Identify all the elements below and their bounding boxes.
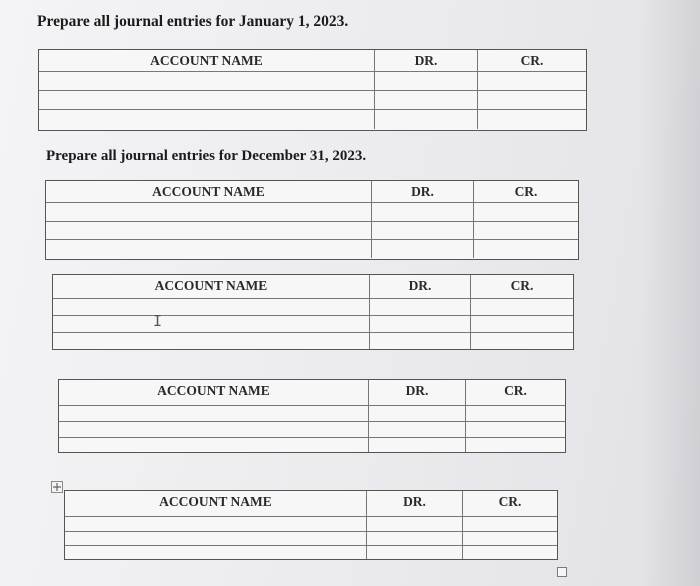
credit-input[interactable]: [463, 532, 557, 545]
debit-input[interactable]: [370, 299, 471, 315]
table-header-row: [59, 380, 565, 406]
header-account: ACCOUNT NAME: [53, 275, 370, 298]
debit-input[interactable]: [367, 517, 463, 531]
table-row: [46, 240, 578, 258]
header-account: ACCOUNT NAME: [65, 491, 367, 516]
heading-dec: Prepare all journal entries for December 31, 2023.: [46, 148, 367, 164]
header-debit: DR.: [369, 380, 466, 405]
credit-input[interactable]: [478, 91, 586, 109]
account-input[interactable]: [65, 532, 367, 545]
table-row: [59, 422, 565, 438]
table-row: [39, 110, 586, 129]
table-header-row: [53, 275, 573, 299]
header-account: ACCOUNT NAME: [39, 50, 375, 71]
credit-input[interactable]: [474, 203, 578, 221]
header-credit: CR.: [510, 278, 534, 293]
credit-input[interactable]: [466, 422, 565, 437]
account-input[interactable]: [59, 406, 369, 421]
table-header-row: [46, 181, 578, 203]
text-cursor-icon: I: [153, 312, 163, 330]
account-input[interactable]: [39, 110, 375, 129]
table-row: [46, 222, 578, 240]
journal-table-3: [52, 274, 574, 350]
account-input[interactable]: [65, 546, 367, 559]
table-row: [53, 299, 573, 316]
account-input[interactable]: [39, 91, 375, 109]
header-credit: CR.: [514, 184, 538, 199]
table-header-row: [65, 491, 557, 517]
debit-input[interactable]: [367, 546, 463, 559]
credit-input[interactable]: [466, 438, 565, 452]
heading-jan: Prepare all journal entries for January 1, 2023.: [37, 13, 349, 30]
header-account: ACCOUNT NAME: [59, 380, 369, 405]
debit-input[interactable]: [375, 72, 478, 90]
header-credit: CR.: [498, 494, 522, 509]
account-input[interactable]: [46, 222, 372, 239]
credit-input[interactable]: [463, 517, 557, 531]
journal-table-2: [45, 180, 579, 260]
table-header-row: [39, 50, 586, 72]
debit-input[interactable]: [372, 240, 474, 258]
journal-table-4: [58, 379, 566, 453]
debit-input[interactable]: [375, 110, 478, 129]
debit-input[interactable]: [372, 222, 474, 239]
header-debit: DR.: [375, 50, 478, 71]
account-input[interactable]: [46, 203, 372, 221]
debit-input[interactable]: [369, 422, 466, 437]
header-credit: CR.: [504, 383, 527, 398]
table-row: [65, 546, 557, 559]
page-shadow: [640, 0, 700, 586]
table-row: [46, 203, 578, 222]
account-input[interactable]: [46, 240, 372, 258]
table-row: [53, 333, 573, 349]
debit-input[interactable]: [372, 203, 474, 221]
debit-input[interactable]: [370, 333, 471, 349]
table-row: [39, 91, 586, 110]
table-row: [39, 72, 586, 91]
move-handle-icon[interactable]: [51, 481, 63, 493]
credit-input[interactable]: [471, 299, 573, 315]
account-input[interactable]: [53, 299, 370, 315]
debit-input[interactable]: [370, 316, 471, 332]
table-row: [59, 438, 565, 452]
journal-table-1: [38, 49, 587, 131]
credit-input[interactable]: [466, 406, 565, 421]
header-account: ACCOUNT NAME: [46, 181, 372, 202]
account-input[interactable]: [53, 333, 370, 349]
credit-input[interactable]: [471, 316, 573, 332]
credit-input[interactable]: [478, 72, 586, 90]
header-debit: DR.: [372, 181, 474, 202]
debit-input[interactable]: [369, 438, 466, 452]
journal-table-5: [64, 490, 558, 560]
account-input[interactable]: [65, 517, 367, 531]
header-debit: DR.: [370, 275, 471, 298]
table-row: [65, 532, 557, 546]
table-row: [65, 517, 557, 532]
credit-input[interactable]: [463, 546, 557, 559]
debit-input[interactable]: [367, 532, 463, 545]
account-input[interactable]: [59, 438, 369, 452]
header-debit: DR.: [367, 491, 463, 516]
resize-handle-icon[interactable]: [557, 567, 567, 577]
table-row: [59, 406, 565, 422]
debit-input[interactable]: [375, 91, 478, 109]
credit-input[interactable]: [471, 333, 573, 349]
credit-input[interactable]: [478, 110, 586, 129]
debit-input[interactable]: [369, 406, 466, 421]
credit-input[interactable]: [474, 222, 578, 239]
credit-input[interactable]: [474, 240, 578, 258]
account-input[interactable]: [39, 72, 375, 90]
table-row: [53, 312, 573, 333]
account-input[interactable]: [53, 312, 370, 332]
header-credit: CR.: [520, 53, 544, 68]
account-input[interactable]: [59, 422, 369, 437]
